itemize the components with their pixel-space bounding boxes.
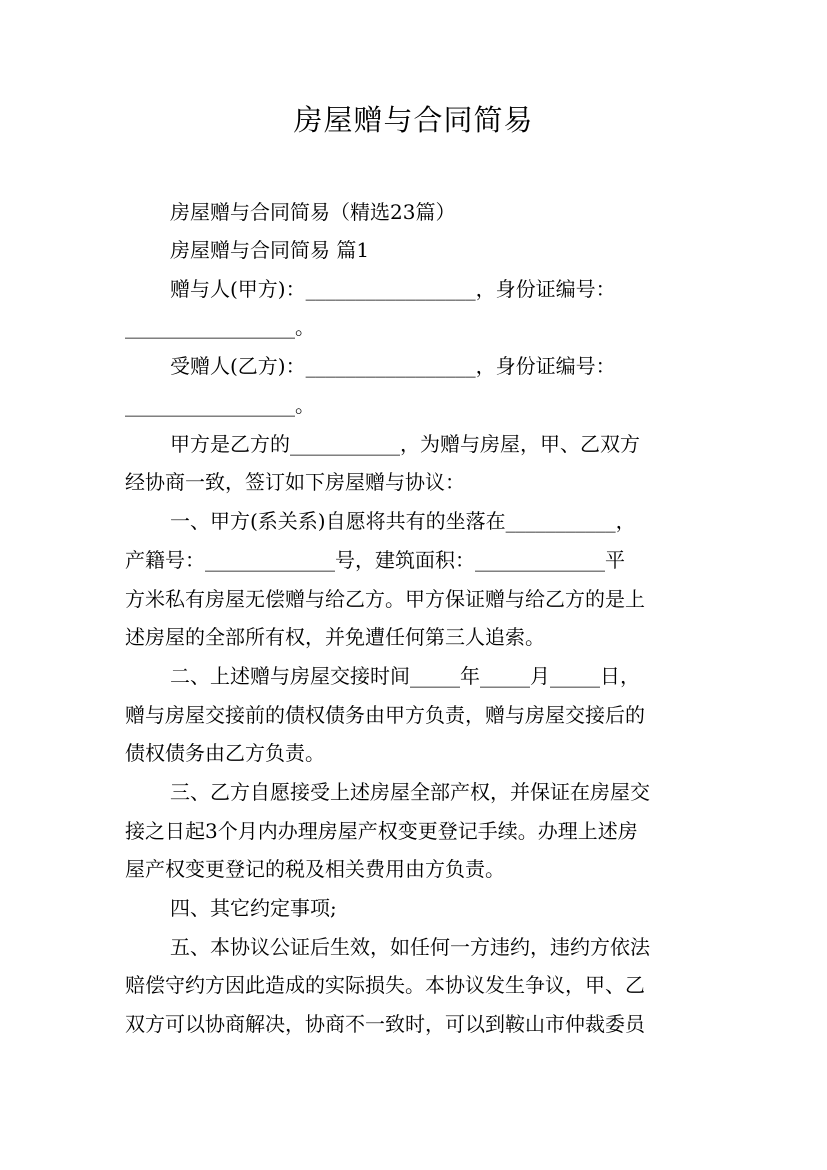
- paragraph-line: _________________。: [125, 393, 315, 417]
- paragraph-line: 述房屋的全部所有权，并免遭任何第三人追索。: [125, 625, 545, 649]
- paragraph-line: 双方可以协商解决，协商不一致时，可以到鞍山市仲裁委员: [125, 1012, 645, 1036]
- document-title: 房屋赠与合同简易: [293, 103, 534, 137]
- paragraph-line: 债权债务由乙方负责。: [125, 741, 325, 765]
- paragraph-line: 赠与房屋交接前的债权债务由甲方负责，赠与房屋交接后的: [125, 703, 645, 727]
- paragraph-line: 赔偿守约方因此造成的实际损失。本协议发生争议，甲、乙: [125, 973, 645, 997]
- paragraph-line: 屋产权变更登记的税及相关费用由方负责。: [125, 857, 505, 881]
- paragraph-line: 房屋赠与合同简易（精选23篇）: [170, 200, 456, 224]
- paragraph-line: 方米私有房屋无偿赠与给乙方。甲方保证赠与给乙方的是上: [125, 587, 645, 611]
- paragraph-line: _________________。: [125, 315, 315, 339]
- paragraph-line: 一、甲方(系关系)自愿将共有的坐落在___________，: [170, 509, 636, 533]
- paragraph-line: 赠与人(甲方)：_________________，身份证编号：: [170, 277, 616, 301]
- paragraph-line: 五、本协议公证后生效，如任何一方违约，违约方依法: [170, 935, 650, 959]
- paragraph-line: 房屋赠与合同简易 篇1: [170, 238, 370, 262]
- paragraph-line: 甲方是乙方的___________，为赠与房屋，甲、乙双方: [170, 432, 640, 456]
- paragraph-line: 产籍号：_____________号，建筑面积：_____________平: [125, 548, 625, 572]
- paragraph-line: 三、乙方自愿接受上述房屋全部产权，并保证在房屋交: [170, 780, 650, 804]
- paragraph-line: 经协商一致，签订如下房屋赠与协议：: [125, 470, 465, 494]
- paragraph-line: 接之日起3个月内办理房屋产权变更登记手续。办理上述房: [125, 819, 638, 843]
- paragraph-line: 二、上述赠与房屋交接时间_____年_____月_____日，: [170, 664, 640, 688]
- paragraph-line: 受赠人(乙方)：_________________，身份证编号：: [170, 354, 616, 378]
- paragraph-line: 四、其它约定事项;: [170, 896, 337, 920]
